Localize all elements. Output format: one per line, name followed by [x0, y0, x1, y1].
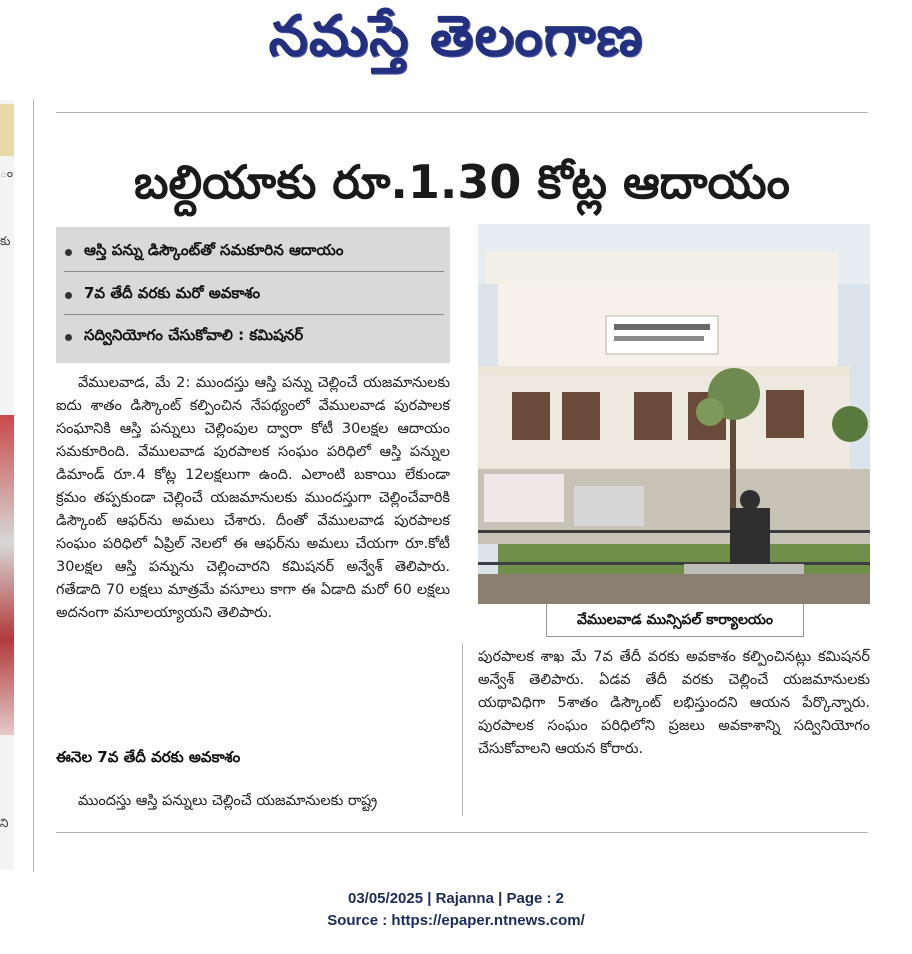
highlight-item [56, 232, 450, 272]
bullet-icon [65, 334, 72, 341]
photo-caption: వేములవాడ మున్సిపల్ కార్యాలయం [546, 604, 804, 637]
bullet-icon [65, 249, 72, 256]
adjacent-article-strip [0, 100, 14, 870]
masthead [0, 0, 912, 86]
highlight-divider [64, 314, 444, 315]
edition-info: 03/05/2025 | Rajanna | Page : 2 [347, 890, 564, 907]
highlight-text: సద్వినియోగం చేసుకోవాలి : కమిషనర్ [84, 326, 304, 344]
column-divider [462, 644, 463, 816]
adjacent-text-fragment: ని [0, 816, 9, 830]
article-body-left: వేములవాడ, మే 2: ముందస్తు ఆస్తి పన్ను చెల్లించే యజమానులకు ఐదు శాతం డిస్కౌంట్ కల్పించిన నేపథ్యంలో వేములవాడ పురపాలక సంఘానికి ఆస్తి పన్నులు చెల్లింపుల ద్వారా కోటీ 30లక్షల ఆదాయం సమకూరింది. వేములవాడ పురపాలక సంఘం పరిధిలో ఆస్తి పన్నుల డిమాండ్ రూ.4 కోట్ల 12లక్షలుగా ఉంది. ఎలాంటి బకాయి లేకుండా క్రమం తప్పకుండా చెల్లించే యజమానులకు ముందస్తుగా చెల్లించేవారికి డిస్కౌంట్ ఆఫర్‌ను అమలు చేశారు. దీంతో వేములవాడ పురపాలక సంఘం పరిధిలో ఏప్రిల్ నెలలో ఈ ఆఫర్‌ను అమలు చేయగా రూ.కోటీ 30లక్షల ఆస్తి పన్నును చెల్లించారని కమిషనర్ అన్వేశ్ తెలిపారు. గతేడాది 70 లక్షలు మాత్రమే వసూలు కాగా ఈ ఏడాది మరో 60 లక్షలు అదనంగా వసూలయ్యాయని తెలిపారు. [56, 375, 450, 621]
highlight-divider [64, 271, 444, 272]
highlight-text: ఆస్తి పన్ను డిస్కౌంట్‌తో సమకూరిన ఆదాయం [84, 241, 344, 259]
article-subheading: ఈనెల 7వ తేదీ వరకు అవకాశం [56, 748, 241, 766]
bottom-rule [56, 832, 868, 833]
highlight-text: 7వ తేదీ వరకు మరో అవకాశం [84, 284, 261, 302]
top-rule [56, 112, 868, 113]
page-footer [0, 888, 912, 932]
article-body-left-continued: ముందస్తు ఆస్తి పన్నులు చెల్లించే యజమానులకు రాష్ట్ర [78, 793, 378, 809]
article-body-right: పురపాలక శాఖ మే 7వ తేదీ వరకు అవకాశం కల్పించినట్లు కమిషనర్ అన్వేశ్ తెలిపారు. ఏడవ తేదీ వరకు చెల్లించే యజమానులకు యథావిధిగా 5శాతం డిస్కౌంట్ లభిస్తుందని ఆయన పేర్కొన్నారు. పురపాలక సంఘం పరిధిలోని ప్రజలు అవకాశాన్ని సద్వినియోగం చేసుకోవాలని ఆయన కోరారు. [478, 649, 870, 757]
newspaper-logo: నమస్తే తెలంగాణ [268, 3, 644, 69]
municipal-office-photo [478, 224, 870, 604]
highlight-item [56, 275, 450, 315]
highlight-item [56, 317, 450, 357]
article-headline: బల్దియాకు రూ.1.30 కోట్ల ఆదాయం [133, 155, 791, 209]
adjacent-photo-fragment [0, 415, 14, 735]
source-link[interactable]: Source : https://epaper.ntnews.com/ [327, 912, 585, 929]
highlights-box [56, 227, 450, 363]
adjacent-image-fragment [0, 104, 14, 156]
adjacent-text-fragment: ం [0, 166, 14, 180]
column-rule [33, 100, 34, 872]
bullet-icon [65, 292, 72, 299]
adjacent-text-fragment: కు [0, 234, 11, 248]
